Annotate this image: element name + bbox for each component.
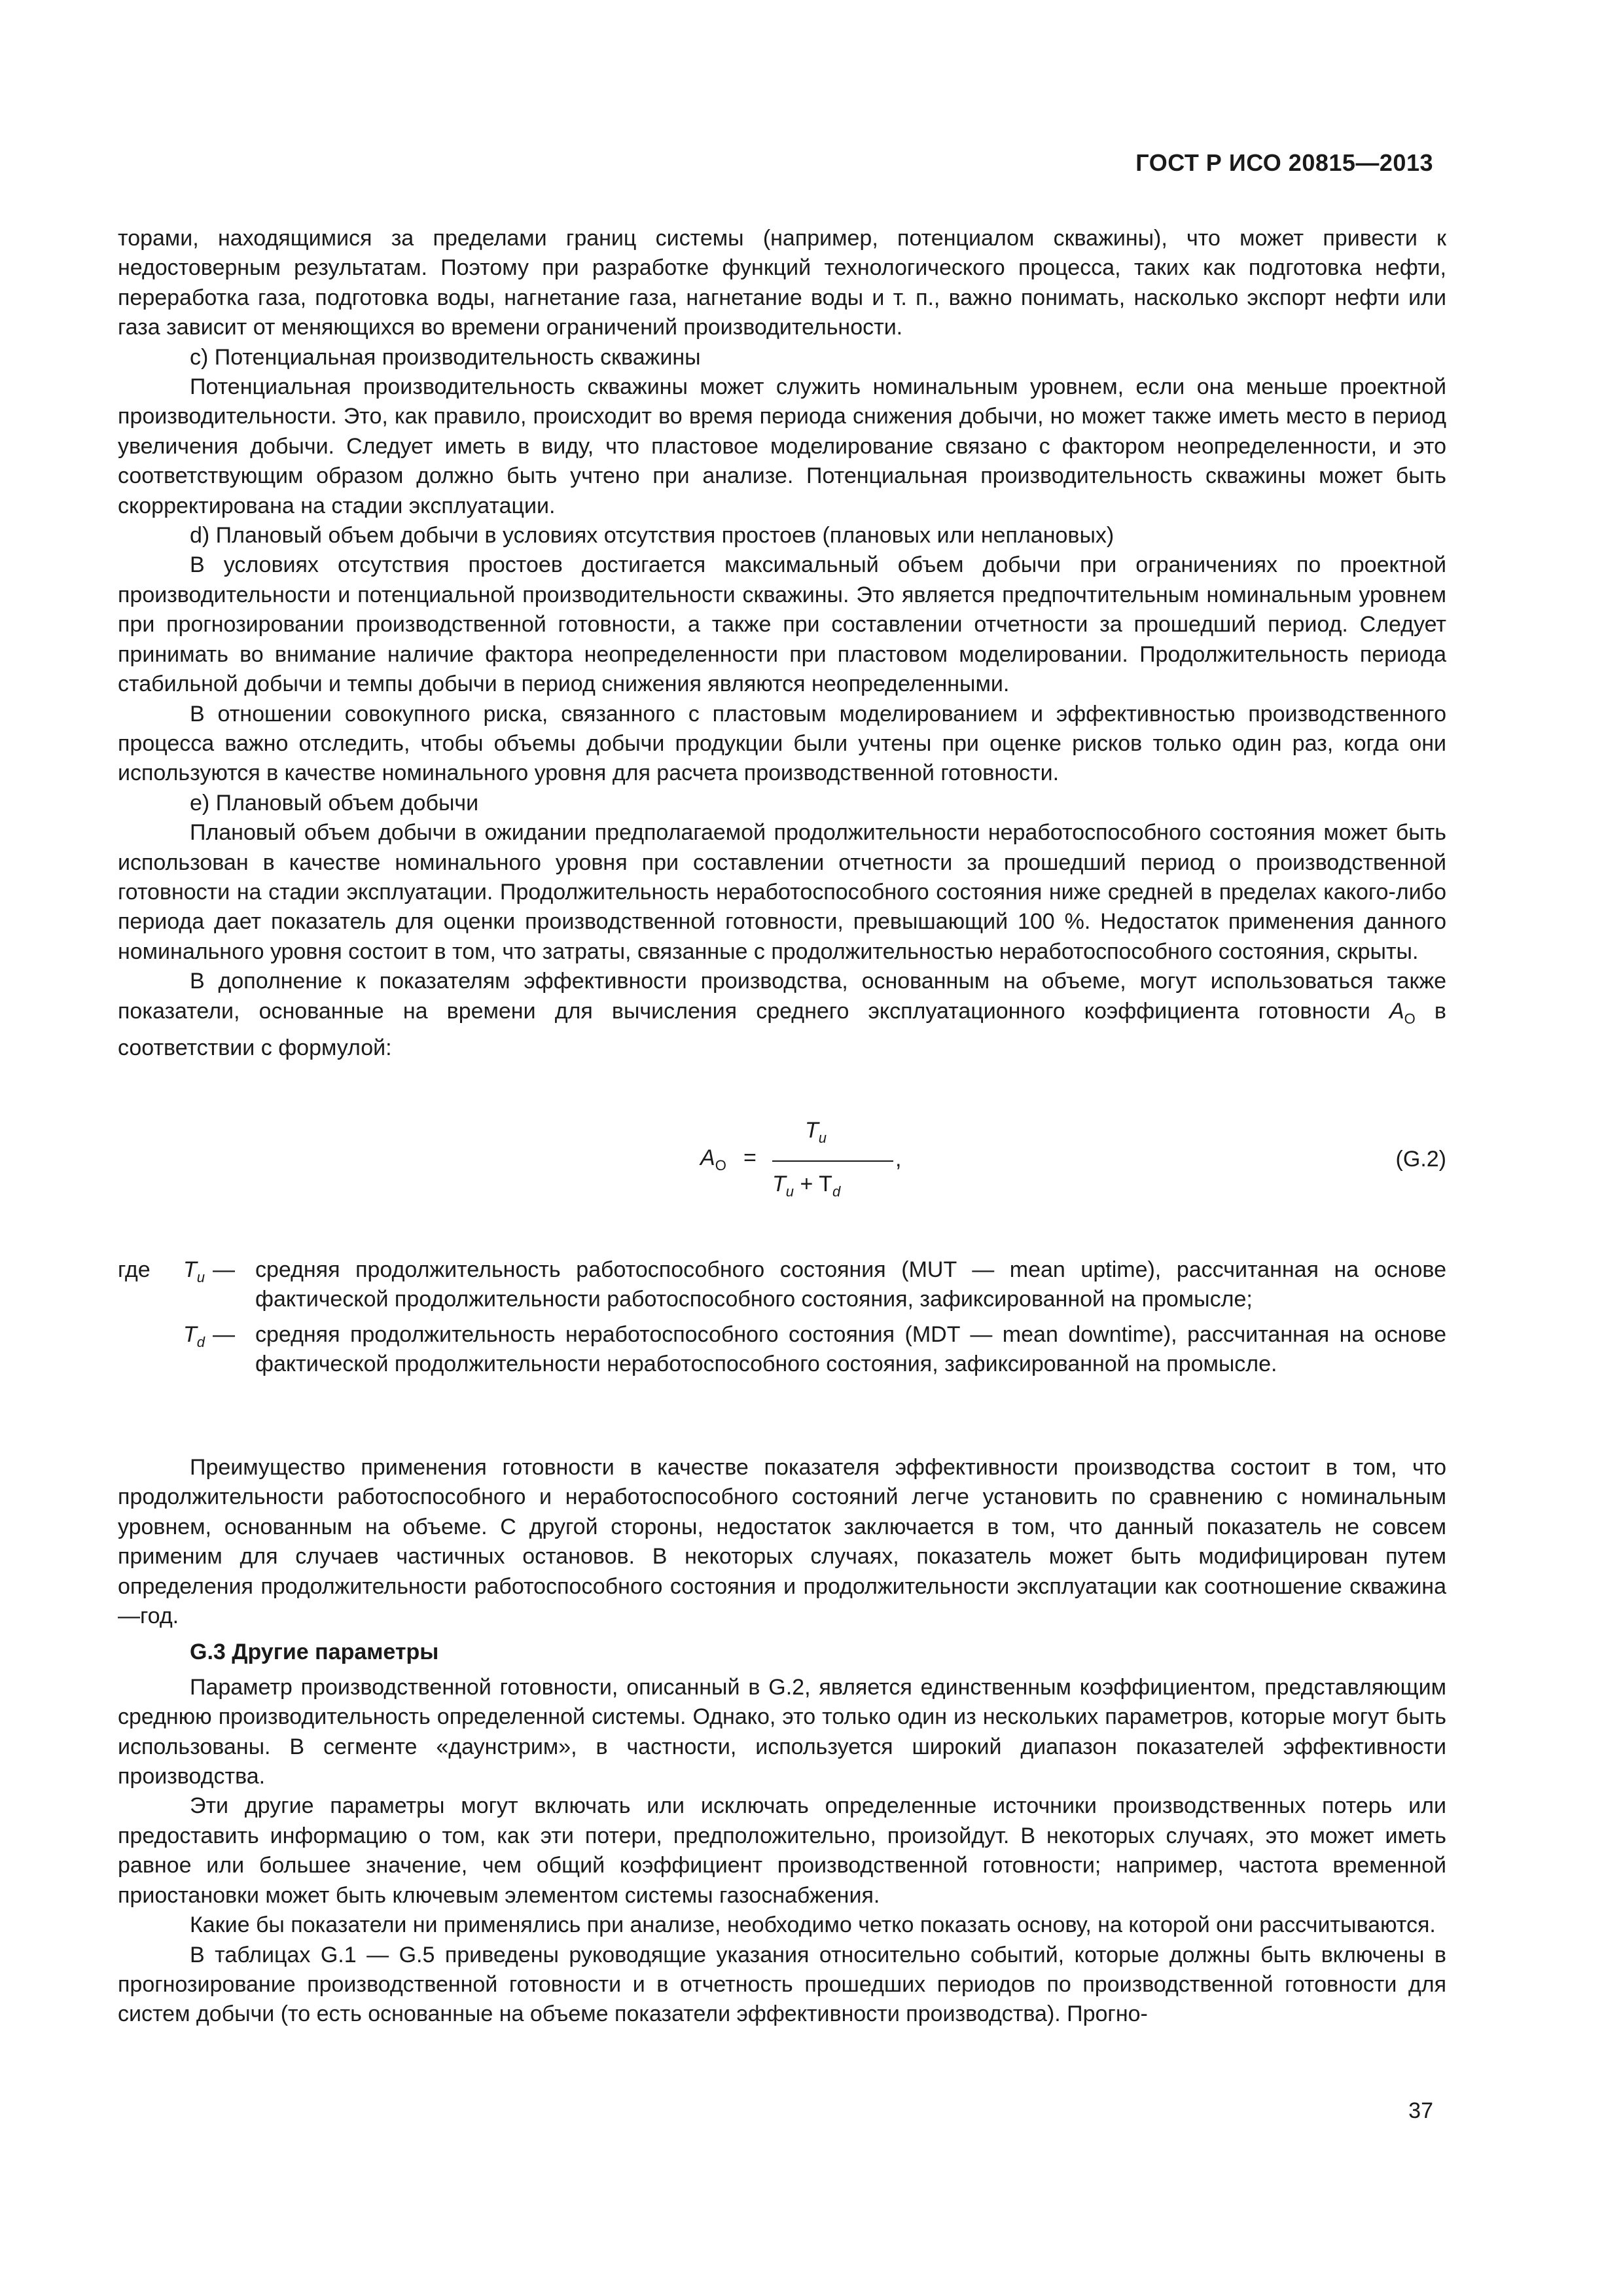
formula-numerator: $T_u$	[805, 1118, 827, 1146]
legend-dash: —	[213, 1257, 235, 1282]
formula-comma: ,	[895, 1147, 902, 1172]
section-heading-g3: G.3 Другие параметры	[190, 1640, 439, 1665]
legend-where: где	[118, 1257, 151, 1282]
formula-legend	[118, 1255, 1446, 1385]
paragraph: В отношении совокупного риска, связанного с пластовым моделированием и эффективностью производственного процесса важно отследить, чтобы объемы добычи продукции были учтены при оценке рисков только один раз, когда они используются в качестве номинального уровня для расчета производственной готовности.	[118, 701, 1446, 786]
body-text-bottom	[118, 1453, 1446, 2030]
legend-text: средняя продолжительность неработоспособного состояния (MDT — mean downtime), рассчитанная на основе фактической продолжительности неработоспособного состояния, зафиксированной на промысле.	[255, 1321, 1446, 1377]
formula-equals: =	[743, 1145, 757, 1170]
list-item-d: d) Плановый объем добычи в условиях отсутствия простоев (плановых или неплановых)	[190, 523, 1115, 548]
paragraph: Плановый объем добычи в ожидании предполагаемой продолжительности неработоспособного состояния может быть использован в качестве номинального уровня при составлении отчетности за прошедший период о производственной готовности на стадии эксплуатации. Продолжительность неработоспособного состояния ниже средней в пределах какого-либо периода дает показатель для оценки производственной готовности, превышающий 100 %. Недостаток применения данного номинального уровня состоит в том, что затраты, связанные с продолжительностью неработоспособного состояния, скрыты.	[118, 820, 1446, 964]
formula-intro-subscript: O	[1404, 1010, 1416, 1027]
list-item-e: e) Плановый объем добычи	[190, 790, 479, 816]
paragraph: Потенциальная производительность скважины может служить номинальным уровнем, если она меньше проектной производительности. Это, как правило, происходит во время периода снижения добычи, но может также иметь место в период увеличения добычи. Следует иметь в виду, что пластовое моделирование связано с фактором неопределенности, и это соответствующим образом должно быть учтено при анализе. Потенциальная производительность скважины может быть скорректирована на стадии эксплуатации.	[118, 374, 1446, 518]
fraction-bar	[772, 1160, 893, 1162]
paragraph: Преимущество применения готовности в качестве показателя эффективности производства состоит в том, что продолжительности работоспособного и неработоспособного состояний легче установить по сравнению с номинальным уровнем, основанным на объеме. С другой стороны, недостаток заключается в том, что данный показатель не совсем применим для случаев частичных остановов. В некоторых случаях, показатель может быть модифицирован путем определения продолжительности работоспособного состояния и продолжительности эксплуатации как соотношение скважина—год.	[118, 1455, 1446, 1629]
formula-intro	[118, 967, 1446, 1063]
formula-number: (G.2)	[1395, 1147, 1446, 1172]
legend-symbol: $T_d$	[183, 1321, 205, 1350]
paragraph: Какие бы показатели ни применялись при анализе, необходимо четко показать основу, на которой они рассчитываются.	[190, 1912, 1436, 1938]
paragraph: Эти другие параметры могут включать или исключать определенные источники производственных потерь или предоставить информацию о том, как эти потери, предположительно, произойдут. В некоторых случаях, это может иметь равное или большее значение, чем общий коэффициент производственной готовности; например, частота временной приостановки может быть ключевым элементом системы газоснабжения.	[118, 1793, 1446, 1908]
list-item-c: c) Потенциальная производительность скважины	[190, 344, 701, 370]
legend-row-td	[118, 1320, 1446, 1380]
legend-symbol: $T_u$	[183, 1257, 205, 1285]
page-number: 37	[1408, 2098, 1433, 2123]
paragraph: торами, находящимися за пределами границ системы (например, потенциалом скважины), что может привести к недостоверным результатам. Поэтому при разработке функций технологического процесса, таких как подготовка нефти, переработка газа, подготовка воды, нагнетание газа, нагнетание воды и т. п., важно понимать, насколько экспорт нефти или газа зависит от меняющихся во времени ограничений производительности.	[118, 226, 1446, 340]
formula-denominator: $T_u + T_d$	[772, 1172, 841, 1200]
legend-text: средняя продолжительность работоспособного состояния (MUT — mean uptime), рассчитанная на основе фактической продолжительности работоспособного состояния, зафиксированной на промысле;	[255, 1257, 1446, 1312]
legend-dash: —	[213, 1321, 235, 1347]
legend-row-tu	[118, 1255, 1446, 1315]
formula-intro-tail: в соответствии с формулой:	[118, 998, 1446, 1060]
formula-intro-symbol: A	[1389, 998, 1404, 1024]
formula-g2	[700, 1113, 902, 1211]
formula-lhs: $A_O$	[700, 1145, 726, 1174]
formula-intro-text: В дополнение к показателям эффективности производства, основанным на объеме, могут использоваться также показатели, основанные на времени для вычисления среднего эксплуатационного коэффициента готовности	[118, 969, 1446, 1024]
paragraph: В условиях отсутствия простоев достигается максимальный объем добычи при ограничениях по проектной производительности и потенциальной производительности скважины. Это является предпочтительным номинальным уровнем при прогнозировании производственной готовности, а также при составлении отчетности за прошедший период. Следует принимать во внимание наличие фактора неопределенности при пластовом моделировании. Продолжительность периода стабильной добычи и темпы добычи в период снижения являются неопределенными.	[118, 552, 1446, 697]
body-text-top	[118, 224, 1446, 1063]
paragraph: Параметр производственной готовности, описанный в G.2, является единственным коэффициентом, представляющим среднюю производительность определенной системы. Однако, это только один из нескольких параметров, которые могут быть использованы. В сегменте «даунстрим», в частности, используется широкий диапазон показателей эффективности производства.	[118, 1674, 1446, 1789]
document-header: ГОСТ Р ИСО 20815—2013	[1135, 149, 1433, 176]
paragraph: В таблицах G.1 — G.5 приведены руководящие указания относительно событий, которые должны быть включены в прогнозирование производственной готовности и в отчетность прошедших периодов по производственной готовности для систем добычи (то есть основанные на объеме показатели эффективности производства). Прогно-	[118, 1942, 1446, 2027]
